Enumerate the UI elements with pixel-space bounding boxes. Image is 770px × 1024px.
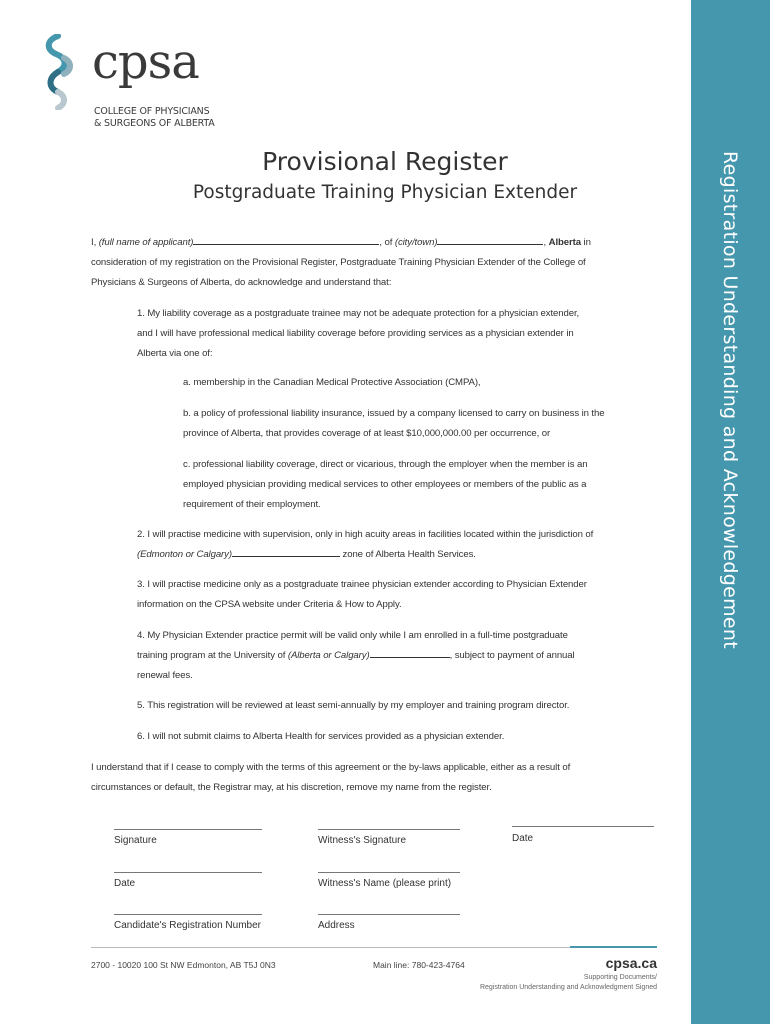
closing-line-1: I understand that if I cease to comply with the terms of this agreement or the by-laws applicable, either as a result of [91,762,571,773]
footer-accent-line [570,946,657,948]
intro-text: in [580,237,591,248]
item-4-rest: , subject to payment of annual [449,650,575,661]
item-4-line-1: 4. My Physician Extender practice permit will be valid only while I am enrolled in a full-time postgraduate [137,630,568,641]
item-4-line-3: renewal fees. [137,670,193,681]
page-title: Provisional Register [262,147,508,176]
item-1 [137,304,677,364]
signature-field[interactable] [114,829,262,830]
zone-field[interactable] [232,547,340,557]
signature-label: Signature [114,835,157,846]
footer-doc-line-2: Registration Understanding and Acknowledgment Signed [479,984,657,991]
province-text: Alberta [548,237,581,248]
footer-doc-line-1: Supporting Documents/ [583,974,657,981]
closing-line-2: circumstances or default, the Registrar may, at his discretion, remove my name from the register. [91,782,492,793]
footer-phone: Main line: 780-423-4764 [373,960,465,970]
cpsa-logo [42,34,242,134]
footer-address: 2700 - 10020 100 St NW Edmonton, AB T5J 0N3 [91,960,276,970]
intro-line-1 [91,233,691,253]
item-2-line-1: 2. I will practise medicine with supervision, only in high acuity areas in facilities located within the jurisdiction of [137,529,594,540]
intro-paragraph [91,233,691,293]
zone-choice-label: (Edmonton or Calgary) [137,549,232,560]
logo-subtitle-line2: & SURGEONS OF ALBERTA [94,118,215,129]
university-choice-label: (Alberta or Calgary) [287,650,370,661]
item-1c-line-1: c. professional liability coverage, direct or vicarious, through the employer when the member is an [183,459,588,470]
logo-subtitle [94,106,215,130]
item-1-line-3: Alberta via one of: [137,348,213,359]
item-1-line-2: and I will have professional medical liability coverage before providing services as a physician extender in [137,328,574,339]
address-label: Address [318,920,355,931]
item-3-line-2: information on the CPSA website under Criteria & How to Apply. [137,599,402,610]
item-4-line-2 [137,646,682,666]
date-label: Date [114,878,136,889]
intro-text: , of [379,237,395,248]
item-2-line-2 [137,545,682,565]
registration-number-label: Candidate's Registration Number [114,920,261,931]
item-4-pre: training program at the University of [137,650,288,661]
item-1b [183,404,673,444]
item-2-rest: zone of Alberta Health Services. [339,549,476,560]
item-1a: a. membership in the Canadian Medical Protective Association (CMPA), [183,377,481,388]
university-field[interactable] [370,648,450,658]
item-1-line-1: 1. My liability coverage as a postgraduate trainee may not be adequate protection for a physician extender, [137,308,580,319]
logo-wordmark: cpsa [92,34,199,90]
date-field[interactable] [114,872,262,873]
item-2 [137,525,682,565]
intro-text: , [543,237,549,248]
applicant-name-field[interactable] [193,235,379,245]
closing-paragraph [91,758,686,798]
item-1b-line-1: b. a policy of professional liability insurance, issued by a company licensed to carry on business in the [183,408,605,419]
witness-signature-label: Witness's Signature [318,835,407,846]
footer-document-path [480,973,657,993]
item-6: 6. I will not submit claims to Alberta Health for services provided as a physician extender. [137,731,505,742]
item-1c-line-3: requirement of their employment. [183,499,321,510]
city-field[interactable] [437,235,543,245]
intro-text: I, [91,237,99,248]
item-1c-line-2: employed physician providing medical services to other employees or members of the public as a [183,479,587,490]
page-subtitle: Postgraduate Training Physician Extender [192,182,578,203]
intro-line-2: consideration of my registration on the Provisional Register, Postgraduate Training Physician Extender of the College of [91,257,586,268]
address-field[interactable] [318,914,460,915]
intro-line-3: Physicians & Surgeons of Alberta, do acknowledge and understand that: [91,277,392,288]
item-3 [137,575,682,615]
date-right-field[interactable] [512,826,654,827]
side-title: Registration Understanding and Acknowledgement [719,150,741,650]
registration-number-field[interactable] [114,914,262,915]
item-1c [183,455,673,515]
witness-signature-field[interactable] [318,829,460,830]
witness-name-field[interactable] [318,872,460,873]
item-1b-line-2: province of Alberta, that provides coverage of at least $10,000,000.00 per occurrence, or [183,428,551,439]
logo-subtitle-line1: COLLEGE OF PHYSICIANS [94,106,210,117]
witness-name-label: Witness's Name (please print) [318,878,452,889]
date-right-label: Date [512,833,534,844]
item-5: 5. This registration will be reviewed at least semi-annually by my employer and training program director. [137,700,570,711]
item-4 [137,626,682,686]
footer-website: cpsa.ca [605,955,657,971]
caduceus-icon [42,34,78,110]
item-3-line-1: 3. I will practise medicine only as a postgraduate trainee physician extender according to Physician Extender [137,579,587,590]
city-label: (city/town) [394,237,438,248]
name-label: (full name of applicant) [98,237,194,248]
